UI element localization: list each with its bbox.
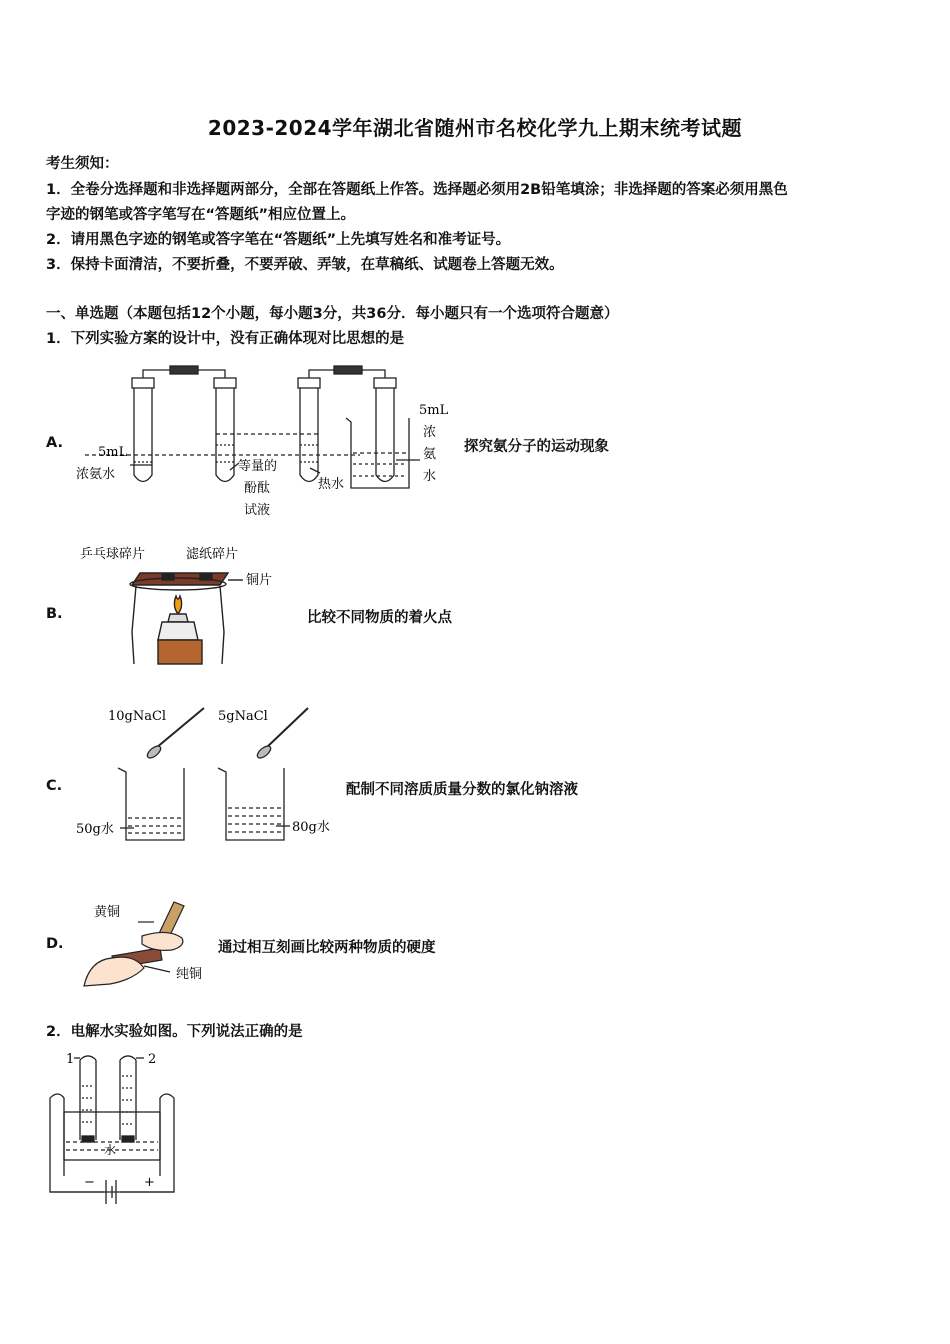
label-water: 水 (104, 1143, 117, 1157)
notice-item: 1．全卷分选择题和非选择题两部分，全部在答题纸上作答。选择题必须用2B铅笔填涂；非选择题的答案必须用黑色 (46, 182, 788, 198)
label-positive: + (144, 1175, 155, 1190)
label-water-left: 50g水 (76, 822, 114, 837)
solution-preparation-figure (76, 700, 346, 845)
label-ammonia-volume: 5mL (98, 445, 128, 460)
option-a-letter: A. (46, 435, 63, 451)
label-phenol-2: 酚酞 (244, 481, 271, 496)
label-ammonia: 浓氨水 (76, 467, 116, 482)
option-d-caption: 通过相互刻画比较两种物质的硬度 (218, 940, 436, 956)
label-filter-paper: 滤纸碎片 (186, 547, 239, 562)
section-heading: 一、单选题（本题包括12个小题，每小题3分，共36分．每小题只有一个选项符合题意） (46, 306, 619, 322)
label-salt-left: 10gNaCl (108, 709, 167, 724)
label-tube-1: 1 (66, 1052, 75, 1067)
label-pingpong: 乒乓球碎片 (80, 547, 146, 562)
notice-item: 3．保持卡面清洁，不要折叠，不要弄破、弄皱，在草稿纸、试题卷上答题无效。 (46, 257, 564, 273)
electrolysis-figure (44, 1046, 184, 1211)
label-salt-right: 5gNaCl (218, 709, 268, 724)
label-right-2: 氨 (423, 447, 437, 462)
label-water-right: 80g水 (292, 820, 330, 835)
page-title: 2023-2024学年湖北省随州市名校化学九上期末统考试题 (207, 116, 743, 140)
option-d-letter: D. (46, 936, 64, 952)
label-right-volume: 5mL (419, 403, 449, 418)
option-a-caption: 探究氨分子的运动现象 (464, 439, 609, 455)
label-hot-water: 热水 (318, 477, 345, 492)
notice-item: 2．请用黑色字迹的钢笔或答字笔在“答题纸”上先填写姓名和准考证号。 (46, 232, 511, 248)
label-brass: 黄铜 (94, 905, 121, 920)
label-pure-copper: 纯铜 (176, 967, 203, 982)
ignition-point-figure (78, 540, 298, 670)
question-1-stem: 1．下列实验方案的设计中，没有正确体现对比思想的是 (46, 331, 405, 347)
label-copper-plate: 铜片 (246, 573, 273, 588)
option-c-caption: 配制不同溶质质量分数的氯化钠溶液 (346, 782, 578, 798)
option-b-caption: 比较不同物质的着火点 (307, 610, 452, 626)
ammonia-experiment-figure (70, 360, 470, 520)
label-phenol-3: 试液 (244, 503, 271, 518)
label-negative: − (84, 1175, 95, 1190)
label-phenol-1: 等量的 (238, 459, 278, 474)
label-tube-2: 2 (148, 1052, 157, 1067)
question-2-stem: 2．电解水实验如图。下列说法正确的是 (46, 1024, 303, 1040)
notice-heading: 考生须知： (46, 156, 119, 172)
option-b-letter: B. (46, 606, 63, 622)
hardness-comparison-figure (82, 894, 222, 994)
notice-item: 字迹的钢笔或答字笔写在“答题纸”相应位置上。 (46, 207, 356, 223)
option-c-letter: C. (46, 778, 63, 794)
label-right-1: 浓 (423, 425, 437, 440)
label-right-3: 水 (423, 469, 437, 484)
